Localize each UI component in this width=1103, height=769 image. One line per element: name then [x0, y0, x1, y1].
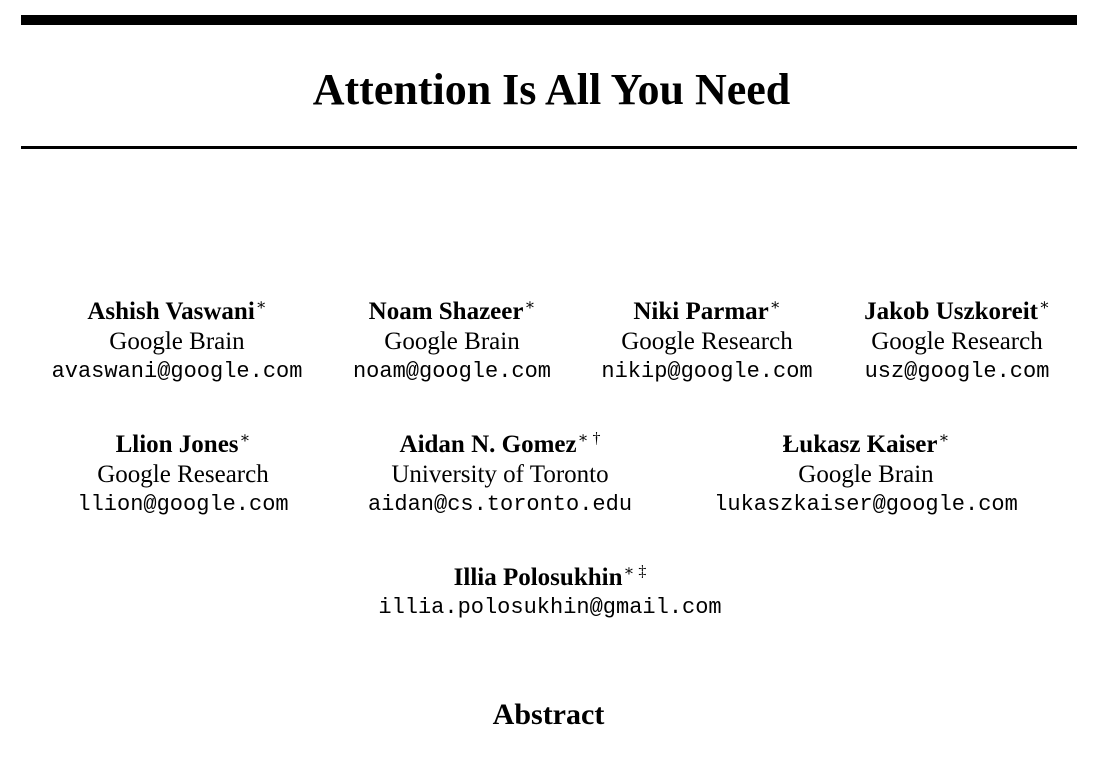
- author-email: noam@google.com: [352, 359, 552, 384]
- author-affiliation: Google Brain: [798, 461, 934, 488]
- author-email: llion@google.com: [77, 492, 289, 517]
- author-footnote-marks: ∗: [1038, 297, 1050, 314]
- author-affiliation: Google Research: [97, 461, 269, 488]
- author-footnote-marks: ∗: [769, 297, 781, 314]
- author-name: [864, 297, 1050, 327]
- author-name: [353, 297, 551, 327]
- author-name: [77, 430, 288, 460]
- author-footnote-marks: ∗: [938, 430, 950, 447]
- author-block: [77, 430, 288, 520]
- author-name: [601, 297, 812, 327]
- author-block: [353, 297, 551, 387]
- author-block: [378, 563, 721, 623]
- author-block: [52, 297, 303, 387]
- author-email: illia.polosukhin@gmail.com: [378, 595, 722, 620]
- author-name: [714, 430, 1018, 460]
- title-bottom-rule: [21, 146, 1077, 149]
- author-name-text: Illia Polosukhin: [453, 564, 623, 591]
- author-name-text: Aidan N. Gomez: [399, 431, 577, 458]
- author-affiliation: University of Toronto: [391, 461, 609, 488]
- abstract-heading: Abstract: [492, 698, 605, 731]
- author-name-text: Noam Shazeer: [368, 298, 524, 325]
- author-block: [864, 297, 1050, 387]
- author-name-text: Ashish Vaswani: [87, 298, 255, 325]
- author-footnote-marks: ∗: [524, 297, 536, 314]
- author-affiliation: Google Brain: [384, 328, 520, 355]
- author-email: aidan@cs.toronto.edu: [367, 492, 633, 517]
- author-name: [52, 297, 303, 327]
- author-email: nikip@google.com: [601, 359, 813, 384]
- author-name-text: Jakob Uszkoreit: [864, 298, 1038, 325]
- author-affiliation: Google Research: [871, 328, 1043, 355]
- author-name: [378, 563, 721, 593]
- author-name-text: Niki Parmar: [633, 298, 769, 325]
- author-email: lukaszkaiser@google.com: [714, 492, 1018, 517]
- author-email: usz@google.com: [864, 359, 1050, 384]
- paper-title: Attention Is All You Need: [312, 65, 791, 114]
- author-block: [714, 430, 1018, 520]
- author-name-text: Llion Jones: [115, 431, 239, 458]
- author-footnote-marks: ∗ ‡: [623, 563, 647, 580]
- author-footnote-marks: ∗ †: [577, 430, 601, 447]
- author-email: avaswani@google.com: [51, 359, 303, 384]
- author-name-text: Łukasz Kaiser: [782, 431, 938, 458]
- author-footnote-marks: ∗: [239, 430, 251, 447]
- author-affiliation: Google Brain: [109, 328, 245, 355]
- author-name: [368, 430, 632, 460]
- title-top-rule: [21, 15, 1077, 25]
- author-block: [368, 430, 632, 520]
- author-footnote-marks: ∗: [255, 297, 267, 314]
- author-affiliation: Google Research: [621, 328, 793, 355]
- author-block: [601, 297, 812, 387]
